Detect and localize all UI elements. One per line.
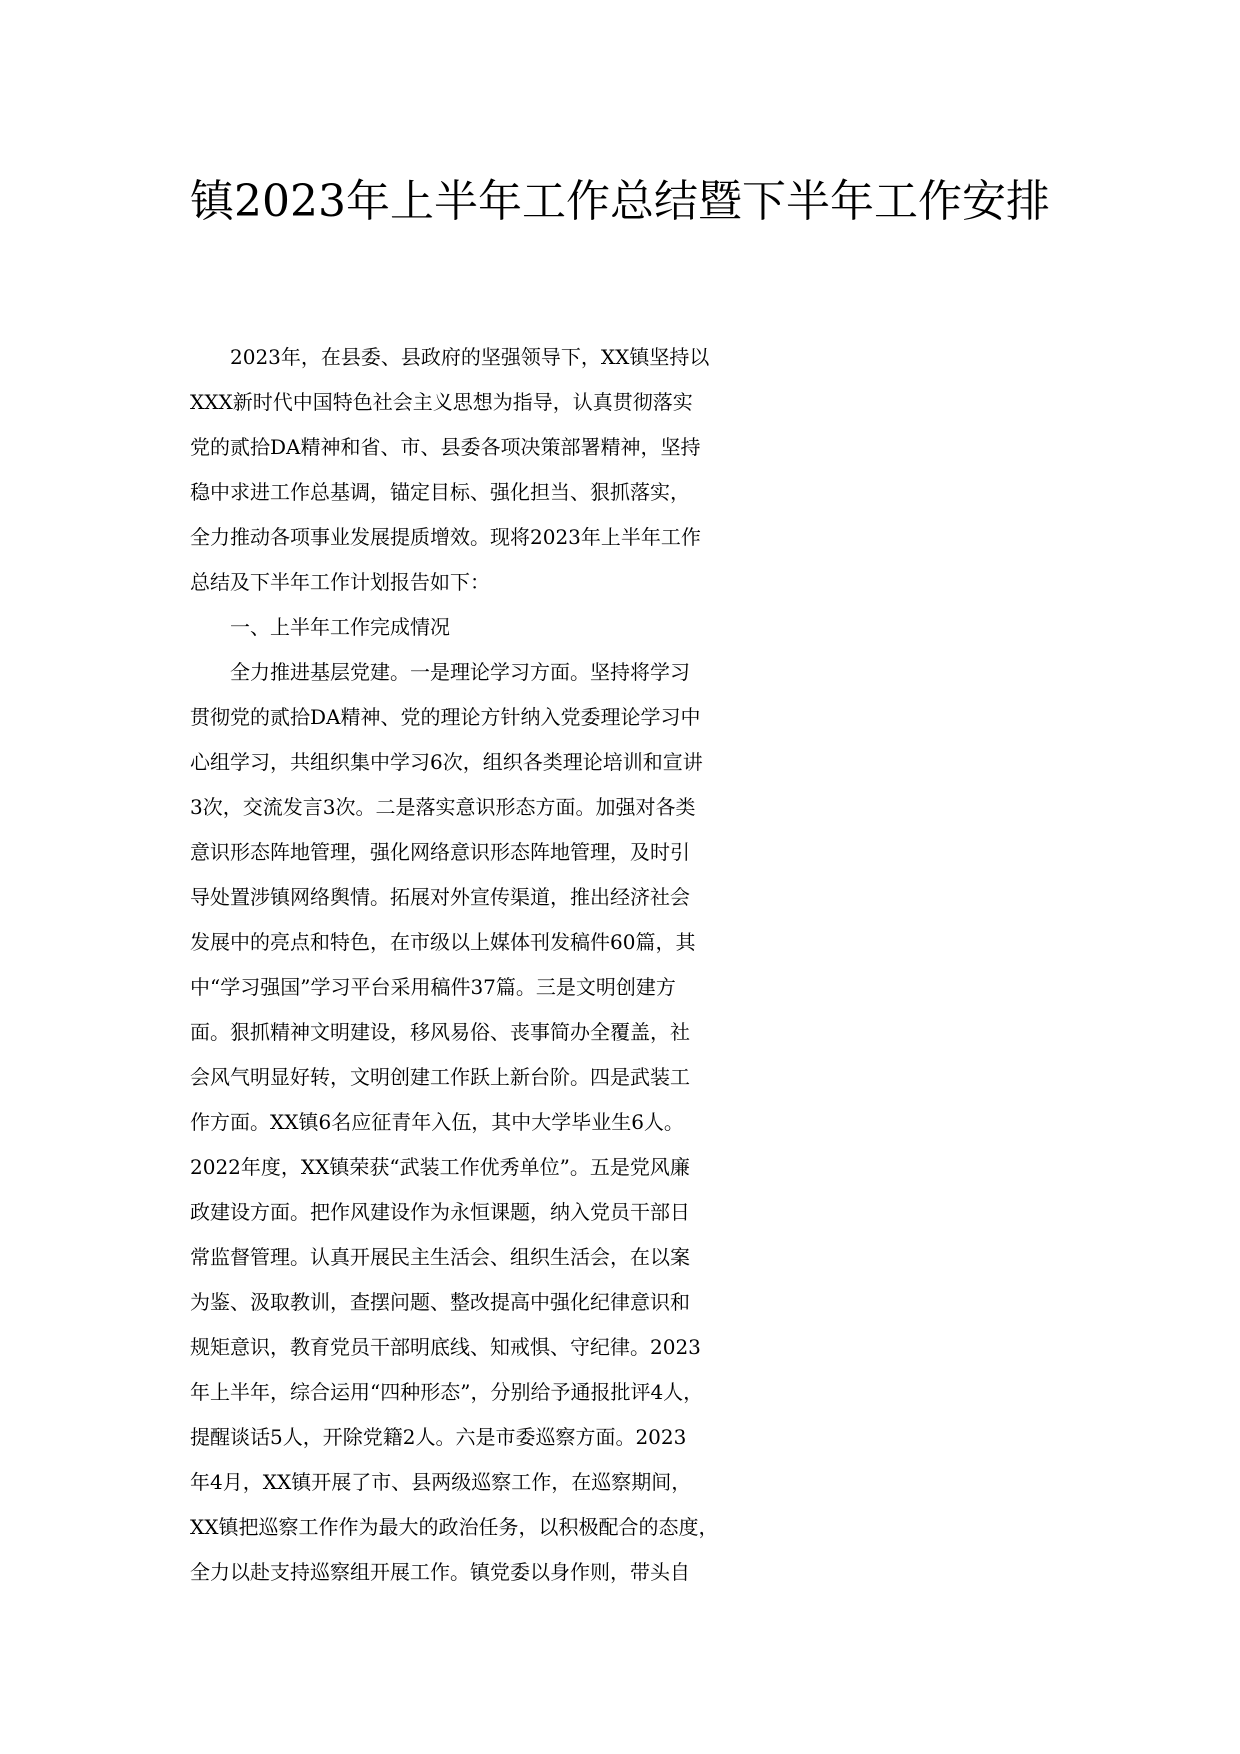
document-body xyxy=(190,335,1070,1595)
body-text-line: 年上半年，综合运用“四种形态”，分别给予通报批评4人， xyxy=(190,1380,704,1404)
body-text-line: 2023年，在县委、县政府的坚强领导下，XX镇坚持以 xyxy=(190,345,710,369)
document-title: 镇2023年上半年工作总结暨下半年工作安排 xyxy=(190,176,1050,227)
body-text-line: 意识形态阵地管理，强化网络意识形态阵地管理，及时引 xyxy=(190,840,690,864)
body-text-line: 全力推动各项事业发展提质增效。现将2023年上半年工作 xyxy=(190,525,701,549)
body-text-line: XX镇把巡察工作作为最大的政治任务，以积极配合的态度， xyxy=(190,1515,719,1539)
body-text-line: 规矩意识，教育党员干部明底线、知戒惧、守纪律。2023 xyxy=(190,1335,701,1359)
body-text-line: 发展中的亮点和特色，在市级以上媒体刊发稿件60篇，其 xyxy=(190,930,696,954)
body-text-line: 导处置涉镇网络舆情。拓展对外宣传渠道，推出经济社会 xyxy=(190,885,690,909)
body-text-line: 作方面。XX镇6名应征青年入伍，其中大学毕业生6人。 xyxy=(190,1110,684,1134)
body-text-line: 全力以赴支持巡察组开展工作。镇党委以身作则，带头自 xyxy=(190,1560,690,1584)
body-text-line: 稳中求进工作总基调，锚定目标、强化担当、狠抓落实， xyxy=(190,480,690,504)
body-text-line: 中“学习强国”学习平台采用稿件37篇。三是文明创建方 xyxy=(190,975,676,999)
body-text-line: 常监督管理。认真开展民主生活会、组织生活会，在以案 xyxy=(190,1245,690,1269)
body-text-line: 总结及下半年工作计划报告如下： xyxy=(190,570,490,594)
body-text-line: 贯彻党的贰拾DA精神、党的理论方针纳入党委理论学习中 xyxy=(190,705,701,729)
body-text-line: XXX新时代中国特色社会主义思想为指导，认真贯彻落实 xyxy=(190,390,693,414)
body-text-line: 政建设方面。把作风建设作为永恒课题，纳入党员干部日 xyxy=(190,1200,690,1224)
body-text-line: 提醒谈话5人，开除党籍2人。六是市委巡察方面。2023 xyxy=(190,1425,687,1449)
body-text-line: 心组学习，共组织集中学习6次，组织各类理论培训和宣讲 xyxy=(190,750,703,774)
body-text-line: 年4月，XX镇开展了市、县两级巡察工作，在巡察期间， xyxy=(190,1470,692,1494)
body-text-line: 党的贰拾DA精神和省、市、县委各项决策部署精神，坚持 xyxy=(190,435,701,459)
body-text-line: 3次，交流发言3次。二是落实意识形态方面。加强对各类 xyxy=(190,795,696,819)
body-text-line: 为鉴、汲取教训，查摆问题、整改提高中强化纪律意识和 xyxy=(190,1290,690,1314)
body-text-line: 一、上半年工作完成情况 xyxy=(190,615,450,639)
body-text-line: 2022年度，XX镇荣获“武装工作优秀单位”。五是党风廉 xyxy=(190,1155,690,1179)
body-text-line: 会风气明显好转，文明创建工作跃上新台阶。四是武装工 xyxy=(190,1065,690,1089)
body-text-line: 面。狠抓精神文明建设，移风易俗、丧事简办全覆盖，社 xyxy=(190,1020,690,1044)
body-text-line: 全力推进基层党建。一是理论学习方面。坚持将学习 xyxy=(190,660,690,684)
